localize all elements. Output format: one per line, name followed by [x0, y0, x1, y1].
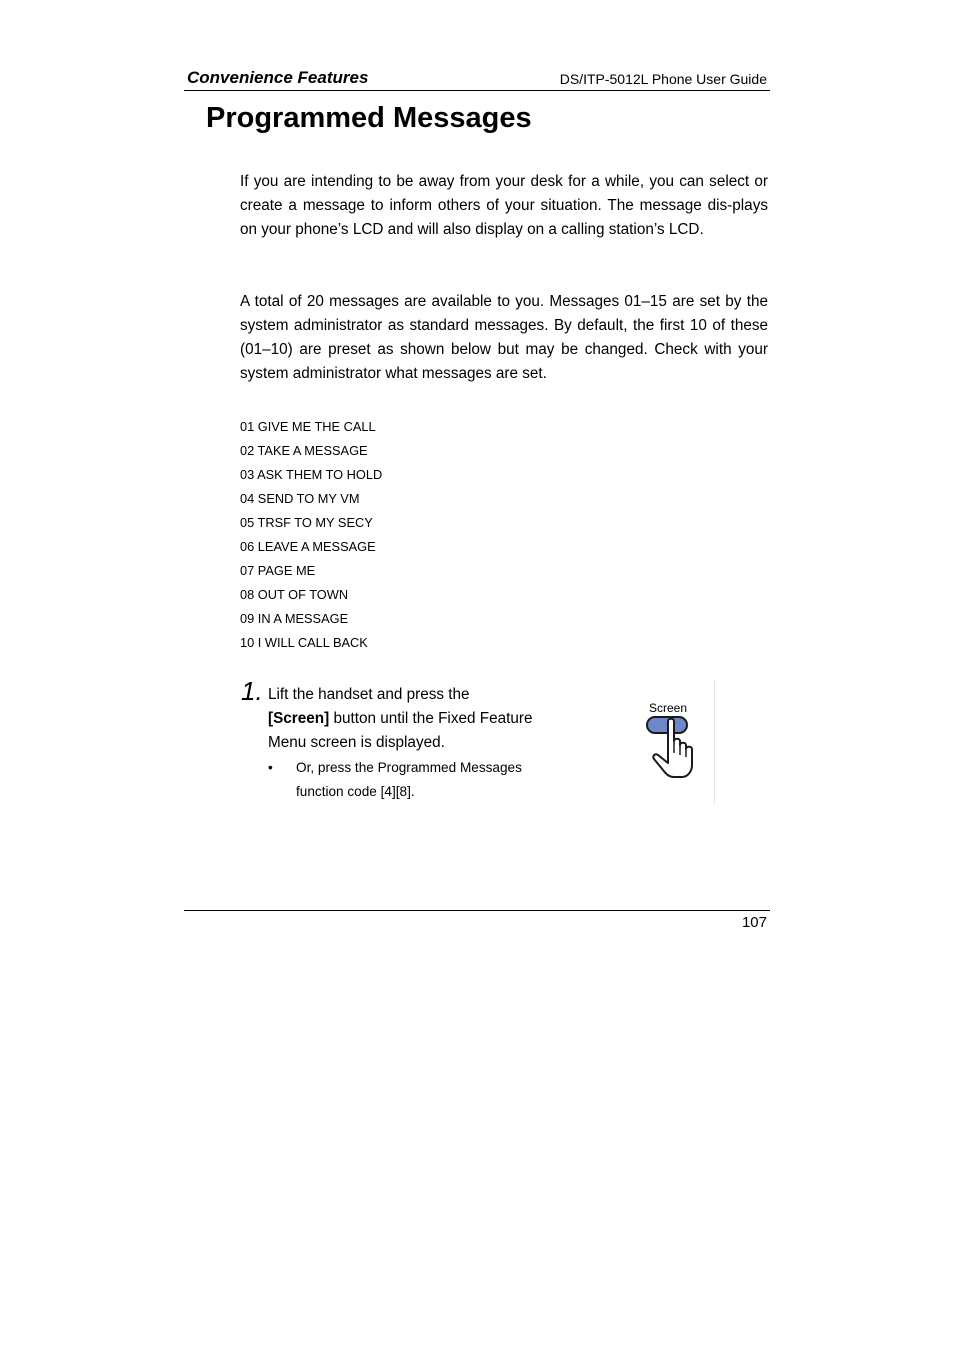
list-item: 01 GIVE ME THE CALL [240, 419, 376, 434]
guide-title: DS/ITP-5012L Phone User Guide [559, 71, 767, 87]
list-item: 08 OUT OF TOWN [240, 587, 349, 602]
list-item: 03 ASK THEM TO HOLD [240, 467, 383, 482]
list-item: 09 IN A MESSAGE [240, 611, 349, 626]
preset-message-list [240, 415, 382, 655]
intro-paragraph: If you are intending to be away from your desk for a while, you can select or create a message to inform others of your situation. The message dis-plays on your phone’s LCD and will also display on a calling station’s LCD. [240, 173, 768, 238]
bullet-icon: • [268, 760, 273, 775]
section-title: Convenience Features [187, 68, 369, 87]
list-item: 04 SEND TO MY VM [240, 491, 360, 506]
page-footer [184, 910, 770, 931]
step-number: 1. [241, 676, 263, 706]
step-text-after: button until the Fixed Feature Menu screen is displayed. [268, 710, 533, 751]
list-item: 06 LEAVE A MESSAGE [240, 539, 376, 554]
list-item: 10 I WILL CALL BACK [240, 635, 368, 650]
list-item: 02 TAKE A MESSAGE [240, 443, 368, 458]
list-item: 05 TRSF TO MY SECY [240, 515, 373, 530]
finger-press-button-icon [644, 715, 696, 779]
page-title: Programmed Messages [206, 102, 532, 134]
page-header [184, 66, 770, 91]
page-number: 107 [741, 914, 767, 931]
screen-button-label: [Screen] [268, 710, 330, 727]
bullet-text: Or, press the Programmed Messages function code [4][8]. [296, 760, 522, 799]
screen-button-illustration [620, 680, 715, 804]
step-instruction [268, 683, 568, 755]
step-text-before: Lift the handset and press the [268, 686, 470, 703]
illustration-label: Screen [649, 701, 688, 715]
list-item: 07 PAGE ME [240, 563, 316, 578]
messages-paragraph: A total of 20 messages are available to you. Messages 01–15 are set by the system administrator as standard messages. By default, the first 10 of these (01–10) are preset as shown below but may be changed. Check with your system administrator what messages are set. [240, 293, 768, 382]
